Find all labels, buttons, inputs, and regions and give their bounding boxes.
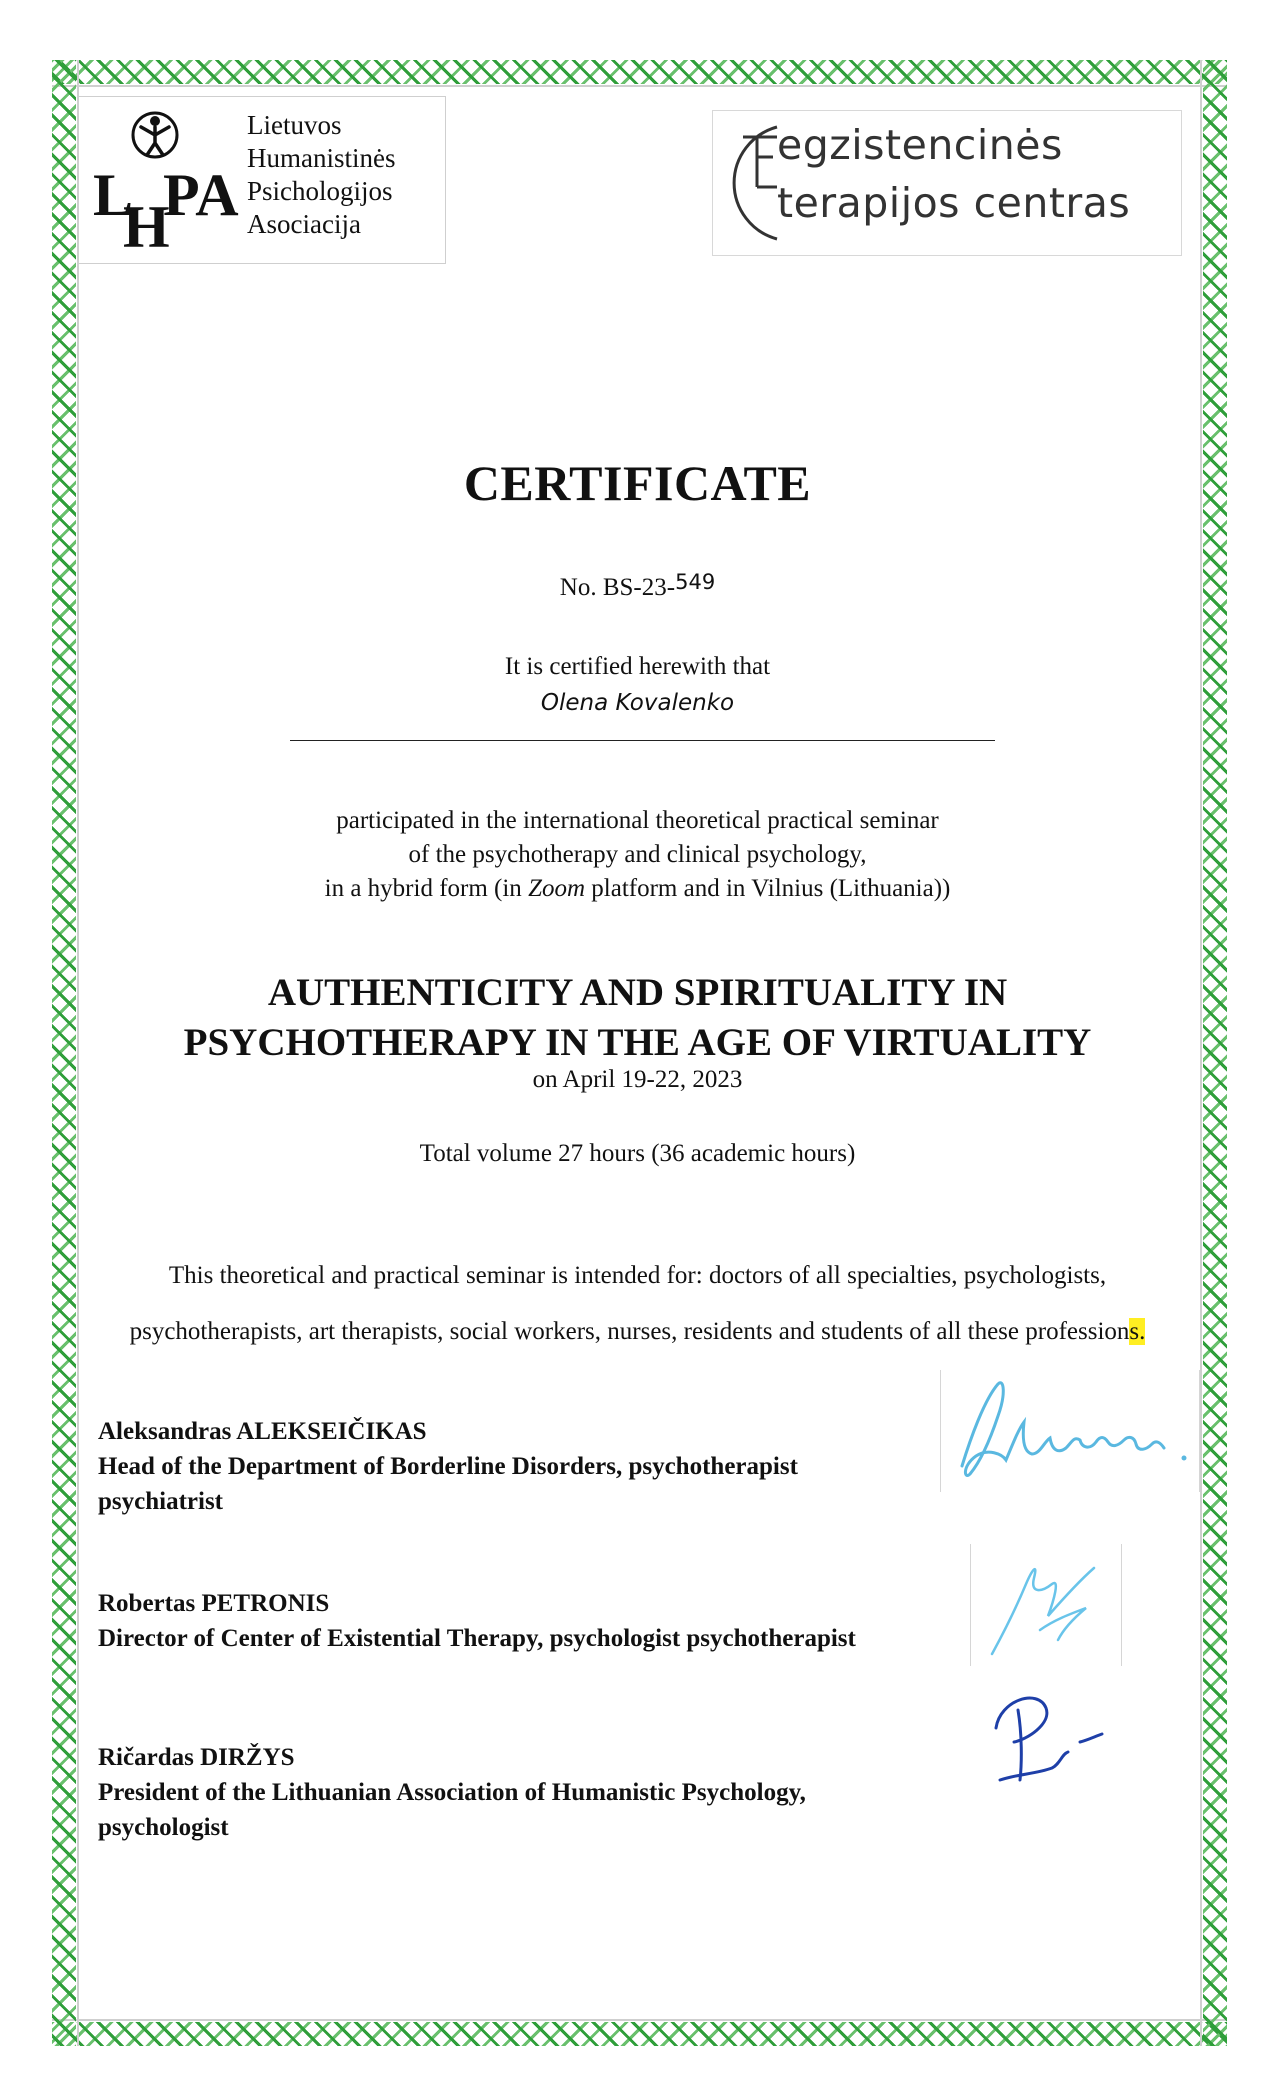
- signatory-role: psychiatrist: [98, 1488, 223, 1515]
- intended-line: [80, 1304, 1195, 1360]
- seminar-title: [100, 968, 1175, 1068]
- signature-2-icon: [970, 1544, 1122, 1666]
- etc-logo: [712, 110, 1182, 256]
- lhpa-emblem-icon: [89, 107, 249, 253]
- border-right: [1203, 60, 1227, 2046]
- lhpa-name-line: Lietuvos: [247, 110, 342, 140]
- certified-text: It is certified herewith that: [504, 653, 771, 680]
- hybrid-line: [100, 872, 1175, 906]
- lhpa-name-line: Psichologijos: [247, 176, 393, 206]
- lhpa-name-line: Asociacija: [247, 209, 361, 239]
- signatory-name: Ričardas DIRŽYS: [98, 1744, 295, 1771]
- seminar-title-line: AUTHENTICITY AND SPIRITUALITY IN: [267, 971, 1008, 1014]
- participation-line: of the psychotherapy and clinical psychology,: [408, 841, 867, 868]
- participation-line: participated in the international theoretical practical seminar: [336, 807, 939, 834]
- signature-2-image: [970, 1544, 1122, 1666]
- intended-line-main: psychotherapists, art therapists, social workers, nurses, residents and students of all these profession: [129, 1318, 1130, 1345]
- border-bottom: [52, 2022, 1227, 2046]
- hybrid-before: in a hybrid form (in: [324, 875, 529, 902]
- hybrid-after: platform and in Vilnius (Lithuania)): [585, 875, 951, 902]
- certificate-number: [100, 570, 1175, 602]
- signature-3-image: [978, 1680, 1134, 1790]
- lhpa-logo: [78, 96, 446, 264]
- lhpa-letters-pa: PA: [163, 162, 239, 228]
- participation-text: [100, 804, 1175, 906]
- lhpa-name: [247, 109, 396, 241]
- signature-1-icon: [940, 1370, 1200, 1492]
- signature-1-right-rule: [1199, 1370, 1200, 1492]
- signatory-name: Robertas PETRONIS: [98, 1590, 330, 1617]
- seminar-title-line: PSYCHOTHERAPY IN THE AGE OF VIRTUALITY: [183, 1021, 1092, 1064]
- signatory-1: [98, 1414, 798, 1519]
- border-top: [52, 60, 1227, 84]
- seminar-dates: on April 19-22, 2023: [532, 1066, 743, 1093]
- signature-2-left-rule: [970, 1544, 971, 1666]
- etc-line-2: terapijos centras: [777, 179, 1131, 227]
- lhpa-letter-h: H: [123, 194, 170, 253]
- signatory-name: Aleksandras ALEKSEIČIKAS: [98, 1418, 427, 1445]
- certificate-number-value: 549: [675, 570, 716, 594]
- signature-3-icon: [978, 1680, 1134, 1790]
- intended-line: This theoretical and practical seminar is intended for: doctors of all specialties, psychologists,: [168, 1262, 1107, 1289]
- signature-1-image: [940, 1370, 1200, 1492]
- signature-2-right-rule: [1121, 1544, 1122, 1666]
- lhpa-name-line: Humanistinės: [247, 143, 396, 173]
- lhpa-letter-l: L: [93, 162, 134, 228]
- certificate-number-prefix: No. BS-23-: [559, 574, 676, 601]
- certificate-title: CERTIFICATE: [463, 455, 812, 511]
- signatory-role: psychologist: [98, 1814, 229, 1841]
- seminar-volume: Total volume 27 hours (36 academic hours): [419, 1140, 856, 1167]
- highlighted-text: s.: [1129, 1318, 1146, 1345]
- recipient-name: Olena Kovalenko: [540, 690, 735, 716]
- border-left: [52, 60, 76, 2046]
- signatory-role: Head of the Department of Borderline Disorders, psychotherapist: [98, 1453, 798, 1480]
- intended-audience: [80, 1248, 1195, 1360]
- signatory-3: [98, 1740, 806, 1845]
- recipient-underline: [290, 740, 995, 741]
- signature-1-left-rule: [940, 1370, 941, 1492]
- signatory-role: President of the Lithuanian Association of Humanistic Psychology,: [98, 1779, 806, 1806]
- etc-line-1: egzistencinės: [777, 121, 1063, 169]
- signatory-2: [98, 1586, 856, 1656]
- hybrid-platform: Zoom: [528, 875, 586, 902]
- signatory-role: Director of Center of Existential Therapy, psychologist psychotherapist: [98, 1625, 856, 1652]
